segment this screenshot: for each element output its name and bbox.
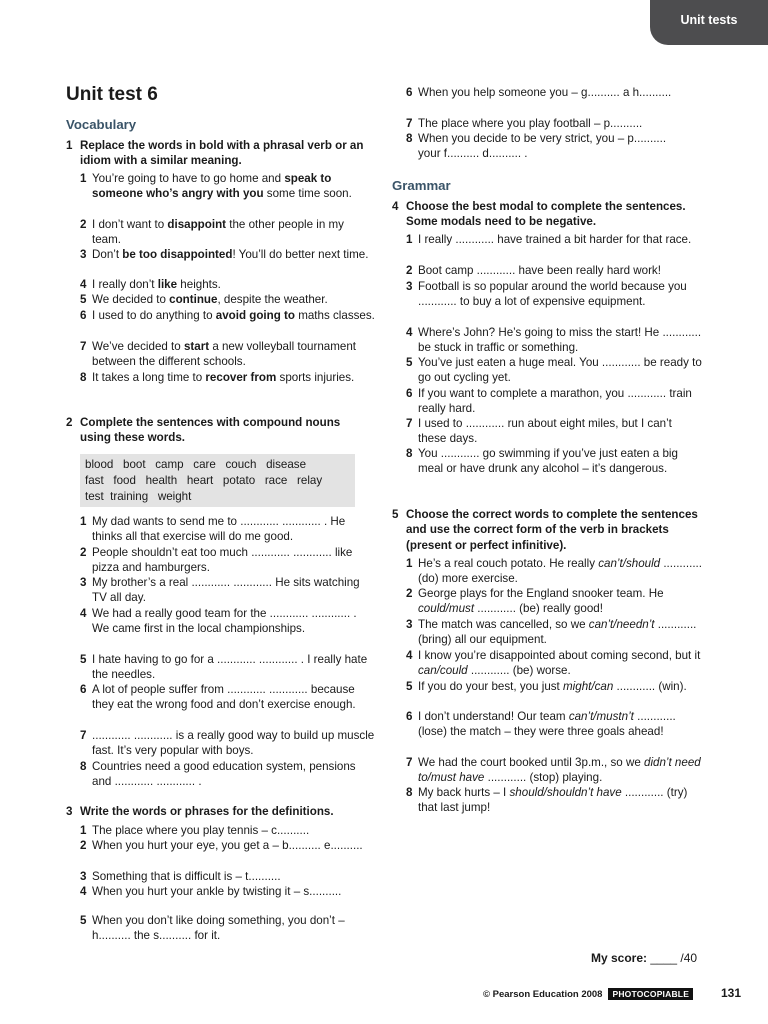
item-number: 7	[80, 729, 87, 742]
item-number: 6	[80, 309, 87, 322]
item-text: My brother’s a real ............ ............ He sits watching TV all day.	[92, 576, 360, 605]
item-number: 2	[406, 264, 413, 277]
item-number: 2	[80, 546, 87, 559]
item-number: 6	[406, 387, 413, 400]
item-number: 4	[406, 649, 413, 662]
exercise-item	[406, 416, 702, 447]
item-text: Football is so popular around the world because you ............ to buy a lot of expensive equipment.	[418, 280, 687, 309]
item-text: My dad wants to send me to ............ ............ . He thinks all that exercise will do me good.	[92, 515, 346, 544]
item-text: I used to ............ run about eight miles, but I can’t these days.	[418, 417, 672, 446]
exercise-item	[406, 85, 676, 100]
item-text: When you decide to be very strict, you – p.......... your f.......... d.......... .	[418, 132, 667, 161]
item-text: We had the court booked until 3p.m., so we didn’t need to/must have ............ (stop) playing.	[418, 756, 701, 785]
item-text: Don’t be too disappointed! You’ll do better next time.	[92, 248, 369, 261]
exercise-item	[80, 682, 375, 713]
item-number: 8	[80, 760, 87, 773]
item-number: 8	[406, 786, 413, 799]
item-number: 6	[406, 710, 413, 723]
item-number: 3	[80, 576, 87, 589]
exercise-item	[406, 232, 702, 247]
exercise-item	[80, 606, 375, 637]
exercise-item	[80, 869, 365, 884]
item-text: When you hurt your ankle by twisting it – s..........	[92, 885, 342, 898]
item-text: I don’t understand! Our team can’t/mustn’t ............ (lose) the match – they were three goals ahead!	[418, 710, 676, 739]
item-number: 1	[80, 824, 87, 837]
score-line	[591, 951, 697, 965]
exercise-item	[406, 556, 702, 587]
word-box-line: fast food health heart potato race relay	[85, 473, 323, 487]
item-number: 7	[406, 756, 413, 769]
exercise-item	[406, 386, 702, 417]
instruction-text: Write the words or phrases for the definitions.	[80, 805, 334, 818]
item-number: 7	[80, 340, 87, 353]
item-text: The match was cancelled, so we can’t/needn’t ............ (bring) all our equipment.	[418, 618, 697, 647]
item-text: ............ ............ is a really good way to build up muscle fast. It’s very popular with boys.	[92, 729, 375, 758]
item-text: People shouldn’t eat too much ............ ............ like pizza and hamburgers.	[92, 546, 353, 575]
exercise-item	[80, 339, 375, 370]
exercise-item	[406, 617, 702, 648]
exercise-item	[406, 355, 702, 386]
unit-tests-tab-label: Unit tests	[680, 12, 738, 27]
exercise-item	[80, 884, 365, 899]
item-text: Where’s John? He’s going to miss the start! He ............ be stuck in traffic or something.	[418, 326, 702, 355]
exercise-item	[80, 652, 375, 683]
item-number: 5	[80, 914, 87, 927]
exercise-4-instruction	[392, 199, 697, 230]
item-text: If you do your best, you just might/can ............ (win).	[418, 680, 687, 693]
exercise-item	[406, 709, 702, 740]
instruction-text: Choose the best modal to complete the sentences. Some modals need to be negative.	[406, 200, 686, 229]
item-text: I don’t want to disappoint the other people in my team.	[92, 218, 344, 247]
item-text: My back hurts – I should/shouldn’t have ............ (try) that last jump!	[418, 786, 688, 815]
item-text: A lot of people suffer from ............ ............ because they eat the wrong food and don’t exercise enough.	[92, 683, 356, 712]
item-text: I used to do anything to avoid going to maths classes.	[92, 309, 375, 322]
exercise-item	[80, 823, 365, 838]
exercise-item	[406, 116, 676, 131]
exercise-item	[80, 514, 375, 545]
item-text: I really ............ have trained a bit harder for that race.	[418, 233, 692, 246]
exercise-item	[80, 217, 375, 248]
unit-tests-tab	[650, 0, 768, 45]
item-number: 1	[80, 515, 87, 528]
item-text: The place where you play football – p..........	[418, 117, 643, 130]
exercise-item	[406, 755, 702, 786]
item-number: 8	[406, 132, 413, 145]
instruction-text: Complete the sentences with compound nouns using these words.	[80, 416, 341, 445]
item-number: 3	[406, 280, 413, 293]
item-number: 6	[406, 86, 413, 99]
item-number: 4	[80, 885, 87, 898]
score-value: ____ /40	[650, 951, 698, 965]
exercise-item	[406, 279, 702, 310]
exercise-item	[80, 838, 365, 853]
item-text: George plays for the England snooker team. He could/must ............ (be) really good!	[418, 587, 664, 616]
item-text: If you want to complete a marathon, you ............ train really hard.	[418, 387, 692, 416]
exercise-item	[80, 292, 375, 307]
item-number: 3	[80, 248, 87, 261]
exercise-item	[406, 586, 702, 617]
exercise-item	[80, 247, 375, 262]
exercise-item	[80, 575, 375, 606]
item-number: 5	[80, 653, 87, 666]
exercise-item	[406, 263, 702, 278]
exercise-number: 1	[66, 139, 73, 152]
score-label: My score:	[591, 951, 648, 965]
item-number: 4	[80, 607, 87, 620]
photocopiable-badge: PHOTOCOPIABLE	[608, 988, 693, 1000]
instruction-text: Replace the words in bold with a phrasal verb or an idiom with a similar meaning.	[80, 139, 364, 168]
item-number: 1	[406, 233, 413, 246]
item-number: 6	[80, 683, 87, 696]
item-text: I know you’re disappointed about coming second, but it can/could ............ (be) worse.	[418, 649, 701, 678]
grammar-heading: Grammar	[392, 178, 451, 193]
item-number: 2	[80, 218, 87, 231]
exercise-item	[80, 370, 375, 385]
item-text: Countries need a good education system, pensions and ............ ............ .	[92, 760, 356, 789]
item-text: We had a really good team for the ............ ............ . We came first in the local championships.	[92, 607, 357, 636]
exercise-item	[80, 728, 375, 759]
exercise-item	[406, 131, 676, 162]
item-text: You’ve just eaten a huge meal. You ............ be ready to go out cycling yet.	[418, 356, 702, 385]
item-number: 3	[406, 618, 413, 631]
page-title: Unit test 6	[66, 84, 158, 105]
item-text: Boot camp ............ have been really hard work!	[418, 264, 661, 277]
item-number: 3	[80, 870, 87, 883]
item-number: 2	[80, 839, 87, 852]
item-text: When you hurt your eye, you get a – b.......... e..........	[92, 839, 363, 852]
item-number: 1	[406, 557, 413, 570]
exercise-number: 5	[392, 508, 399, 521]
exercise-item	[80, 277, 375, 292]
exercise-item	[406, 325, 702, 356]
word-box-line: blood boot camp care couch disease	[85, 458, 307, 471]
item-text: You ............ go swimming if you’ve just eaten a big meal or have drunk any alcohol – it’s dangerous.	[418, 447, 678, 476]
exercise-item	[80, 308, 375, 323]
exercise-item	[406, 446, 702, 477]
footer	[483, 988, 693, 1000]
exercise-number: 4	[392, 200, 399, 213]
exercise-item	[80, 545, 375, 576]
item-text: We decided to continue, despite the weather.	[92, 293, 328, 306]
item-number: 5	[80, 293, 87, 306]
exercise-number: 3	[66, 805, 73, 818]
item-number: 4	[80, 278, 87, 291]
item-number: 5	[406, 680, 413, 693]
item-text: You’re going to have to go home and speak to someone who’s angry with you some time soon.	[92, 172, 352, 201]
item-number: 1	[80, 172, 87, 185]
item-number: 8	[406, 447, 413, 460]
item-text: He’s a real couch potato. He really can’t/should ............ (do) more exercise.	[418, 557, 702, 586]
item-number: 7	[406, 117, 413, 130]
item-text: It takes a long time to recover from sports injuries.	[92, 371, 355, 384]
item-number: 2	[406, 587, 413, 600]
item-text: I hate having to go for a ............ ............ . I really hate the needles.	[92, 653, 368, 682]
exercise-item	[406, 679, 702, 694]
exercise-item	[80, 913, 365, 944]
word-box	[80, 454, 355, 507]
item-text: The place where you play tennis – c..........	[92, 824, 310, 837]
item-number: 8	[80, 371, 87, 384]
exercise-item	[80, 171, 375, 202]
instruction-text: Choose the correct words to complete the sentences and use the correct form of the verb in brackets (present or perfect infinitive).	[406, 508, 698, 552]
exercise-2-instruction	[66, 415, 371, 446]
item-number: 4	[406, 326, 413, 339]
item-text: We’ve decided to start a new volleyball tournament between the different schools.	[92, 340, 357, 369]
vocabulary-heading: Vocabulary	[66, 117, 137, 132]
item-text: When you help someone you – g.......... a h..........	[418, 86, 672, 99]
word-box-line: test training weight	[85, 489, 192, 503]
item-number: 5	[406, 356, 413, 369]
exercise-item	[406, 648, 702, 679]
exercise-item	[406, 785, 702, 816]
exercise-item	[80, 759, 375, 790]
item-text: When you don’t like doing something, you don’t – h.......... the s.......... for it.	[92, 914, 345, 943]
item-text: Something that is difficult is – t..........	[92, 870, 281, 883]
copyright-text: © Pearson Education 2008	[483, 988, 603, 1000]
exercise-5-instruction	[392, 507, 702, 553]
exercise-1-instruction	[66, 138, 371, 169]
item-number: 7	[406, 417, 413, 430]
exercise-3-instruction	[66, 804, 371, 819]
item-text: I really don’t like heights.	[92, 278, 221, 291]
page-number: 131	[721, 986, 742, 1000]
exercise-number: 2	[66, 416, 73, 429]
